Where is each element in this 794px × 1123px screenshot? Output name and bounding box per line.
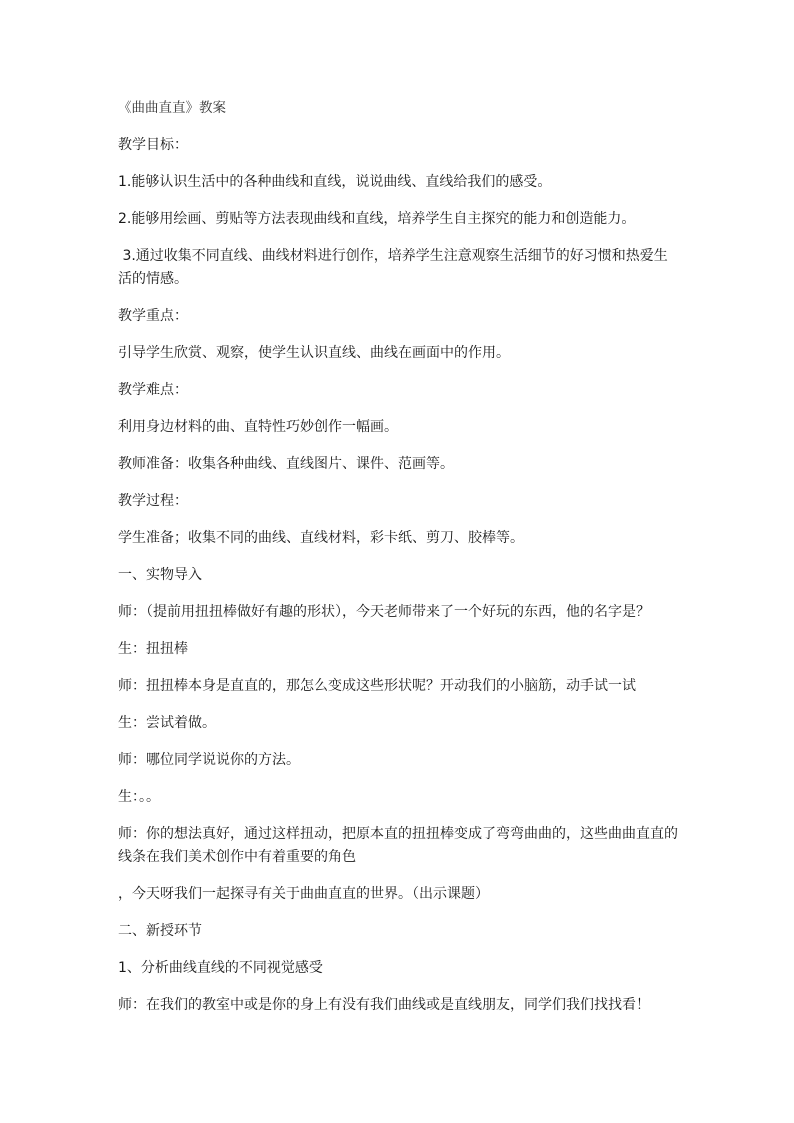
paragraph-student-prep: 学生准备；收集不同的曲线、直线材料，彩卡纸、剪刀、胶棒等。 bbox=[118, 530, 524, 546]
document-body bbox=[118, 97, 678, 1017]
paragraph-teacher-prep: 教师准备：收集各种曲线、直线图片、课件、范画等。 bbox=[118, 456, 454, 472]
paragraph-goal-3: 3.通过收集不同直线、曲线材料进行创作，培养学生注意观察生活细节的好习惯和热爱生活的情感。 bbox=[118, 248, 668, 287]
paragraph-teaching-goals-heading: 教学目标： bbox=[118, 137, 188, 153]
paragraph-dialogue-8: ，今天呀我们一起探寻有关于曲曲直直的世界。（出示课题） bbox=[118, 886, 489, 902]
paragraph-dialogue-2: 生：扭扭棒 bbox=[118, 641, 188, 657]
paragraph-dialogue-3: 师：扭扭棒本身是直直的，那怎么变成这些形状呢？开动我们的小脑筋，动手试一试 bbox=[118, 678, 636, 694]
paragraph-dialogue-7: 师：你的想法真好，通过这样扭动，把原本直的扭扭棒变成了弯弯曲曲的，这些曲曲直直的线条在我们美术创作中有着重要的角色 bbox=[118, 826, 678, 865]
paragraph-process-heading: 教学过程： bbox=[118, 493, 188, 509]
paragraph-section-1-heading: 一、实物导入 bbox=[118, 567, 202, 583]
paragraph-dialogue-5: 师：哪位同学说说你的方法。 bbox=[118, 752, 300, 768]
paragraph-dialogue-4: 生：尝试着做。 bbox=[118, 715, 216, 731]
document-title: 《曲曲直直》教案 bbox=[118, 100, 226, 116]
paragraph-dialogue-1: 师：（提前用扭扭棒做好有趣的形状），今天老师带来了一个好玩的东西，他的名字是？ bbox=[118, 604, 650, 620]
paragraph-subsection-1-heading: 1、分析曲线直线的不同视觉感受 bbox=[118, 960, 323, 976]
paragraph-goal-1: 1.能够认识生活中的各种曲线和直线，说说曲线、直线给我们的感受。 bbox=[118, 174, 552, 190]
paragraph-goal-2: 2.能够用绘画、剪贴等方法表现曲线和直线，培养学生自主探究的能力和创造能力。 bbox=[118, 211, 636, 227]
paragraph-dialogue-6: 生：。。 bbox=[118, 789, 160, 805]
paragraph-difficulty-heading: 教学难点： bbox=[118, 382, 188, 398]
paragraph-section-2-heading: 二、新授环节 bbox=[118, 923, 202, 939]
paragraph-dialogue-9: 师：在我们的教室中或是你的身上有没有我们曲线或是直线朋友，同学们我们找找看！ bbox=[118, 997, 650, 1013]
paragraph-key-points-heading: 教学重点： bbox=[118, 308, 188, 324]
paragraph-difficulty: 利用身边材料的曲、直特性巧妙创作一幅画。 bbox=[118, 419, 398, 435]
paragraph-key-points: 引导学生欣赏、观察，使学生认识直线、曲线在画面中的作用。 bbox=[118, 345, 510, 361]
